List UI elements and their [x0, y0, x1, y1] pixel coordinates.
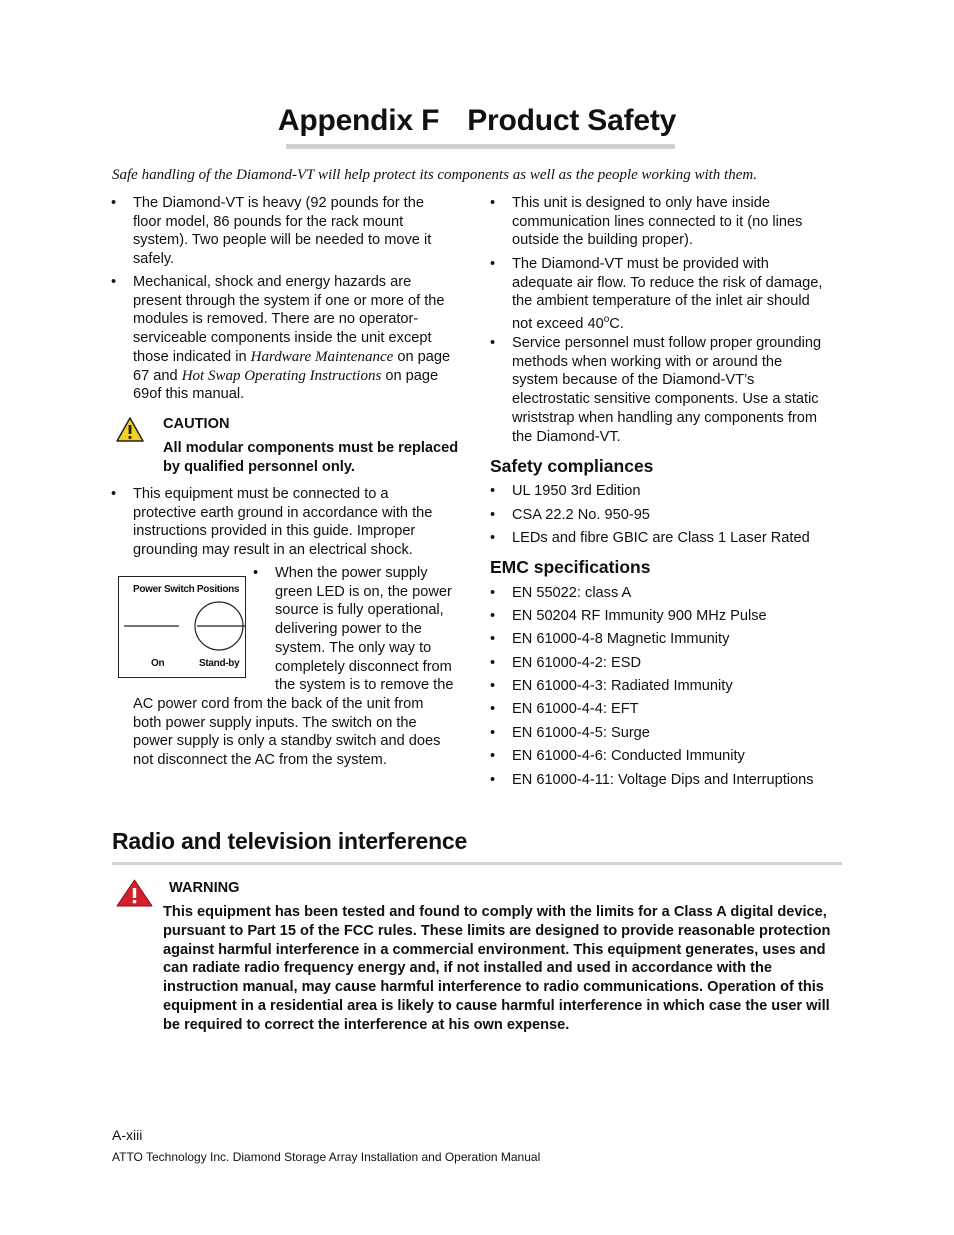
page-title	[0, 101, 954, 141]
bullet-line: both power supply inputs. The switch on the	[133, 714, 417, 731]
title-part2: Product Safety	[467, 104, 677, 137]
diagram-standby-label: Stand-by	[199, 658, 240, 669]
bullet-line: This equipment must be connected to a	[133, 486, 389, 502]
bullet-line: not exceed 40$^o$C.	[512, 314, 624, 332]
title-part1: Appendix F	[277, 104, 440, 137]
bullet-line: This unit is designed to only have inside	[512, 195, 770, 211]
bullet-line: source is fully operational,	[275, 602, 444, 619]
bullet-line: power supply is only a standby switch and does	[133, 733, 441, 750]
bullet-line: modules is removed. There are no operator-	[133, 311, 419, 328]
intro-text: Safe handling of the Diamond-VT will help protect its components as well as the people working with them.	[112, 167, 757, 183]
bullet-line: safely.	[133, 251, 175, 268]
bullet-line: protective earth ground in accordance with the	[133, 504, 433, 521]
footer-page-number: A-xiii	[112, 1127, 143, 1143]
warning-triangle-icon	[116, 879, 153, 907]
bullet-power-supply-cont	[133, 695, 473, 770]
caution-triangle-icon	[116, 417, 144, 442]
hot-swap-link[interactable]: Hot Swap Operating Instructions	[181, 367, 382, 384]
bullet-line: The Diamond-VT is heavy (92 pounds for the	[133, 195, 424, 211]
bullet-line: the system is to remove the	[275, 677, 454, 694]
section-underline	[112, 862, 842, 865]
bullet-line: not disconnect the AC from the system.	[133, 752, 387, 769]
bullet-line: electrostatic sensitive components. Use a static	[512, 391, 819, 408]
section-title: Radio and television interference	[112, 828, 468, 854]
bullet-line: the ambient temperature of the inlet air should	[512, 293, 810, 310]
caution-body: All modular components must be replaced by qualified personnel only.	[163, 440, 459, 475]
bullet-line: grounding may result in an electrical shock.	[133, 542, 413, 559]
bullet-line: green LED is on, the power	[275, 583, 452, 600]
bullet-line: system. The only way to	[275, 639, 432, 656]
bullet-line: serviceable components inside the unit except	[133, 330, 432, 347]
safety-heading: Safety compliances	[490, 456, 654, 476]
warning-title: WARNING	[169, 880, 240, 896]
warning-body: This equipment has been tested and found to comply with the limits for a Class A digital device, pursuant to Part 15 of the FCC rules. These limits are designed to provide reasonable protection against harmful interference in a commercial environment. This equipment generates, uses and can radiate radio frequency energy and, if not installed and used in accordance with the instruction manual, may cause harmful interference to radio communications. Operation of this equipment in a residential area is likely to cause harmful interference in which case the user will be required to correct the interference at his own expense.	[163, 904, 831, 1033]
bullet-line: adequate air flow. To reduce the risk of damage,	[512, 274, 823, 291]
bullet-line: the Diamond-VT.	[512, 428, 621, 445]
caution-title: CAUTION	[163, 416, 230, 432]
bullet-line: Mechanical, shock and energy hazards are	[133, 274, 412, 290]
emc-heading: EMC specifications	[490, 557, 651, 577]
footer-text: ATTO Technology Inc. Diamond Storage Array Installation and Operation Manual	[112, 1150, 541, 1164]
bullet-line: system because of the Diamond-VT’s	[512, 372, 755, 389]
bullet-line: 67 and Hot Swap Operating Instructions on page	[133, 367, 439, 384]
bullet-line: system). Two people will be needed to move it	[133, 232, 432, 249]
bullet-line: communication lines connected to it (no lines	[512, 213, 803, 230]
bullet-line: instructions provided in this guide. Improper	[133, 523, 416, 540]
title-underline	[286, 144, 675, 149]
bullet-line: AC power cord from the back of the unit from	[133, 696, 424, 712]
bullet-line: wriststrap when handling any components from	[512, 409, 818, 426]
bullet-line: The Diamond-VT must be provided with	[512, 256, 769, 272]
bullet-line: those indicated in Hardware Maintenance on page	[133, 348, 451, 365]
bullet-line: When the power supply	[275, 565, 428, 581]
hardware-maintenance-link[interactable]: Hardware Maintenance	[250, 348, 394, 365]
bullet-line: outside the building proper).	[512, 232, 693, 249]
bullet-line: Service personnel must follow proper grounding	[512, 335, 822, 351]
bullet-line: methods when working with or around the	[512, 353, 783, 370]
bullet-line: completely disconnect from	[275, 658, 452, 675]
power-switch-diagram	[118, 576, 246, 678]
bullet-line: 69of this manual.	[133, 386, 245, 403]
bullet-line: present through the system if one or more of the	[133, 292, 445, 309]
bullet-line: floor model, 86 pounds for the rack mount	[133, 213, 404, 230]
diagram-on-label: On	[151, 658, 165, 669]
diagram-title: Power Switch Positions	[133, 584, 240, 595]
bullet-line: delivering power to the	[275, 621, 422, 638]
